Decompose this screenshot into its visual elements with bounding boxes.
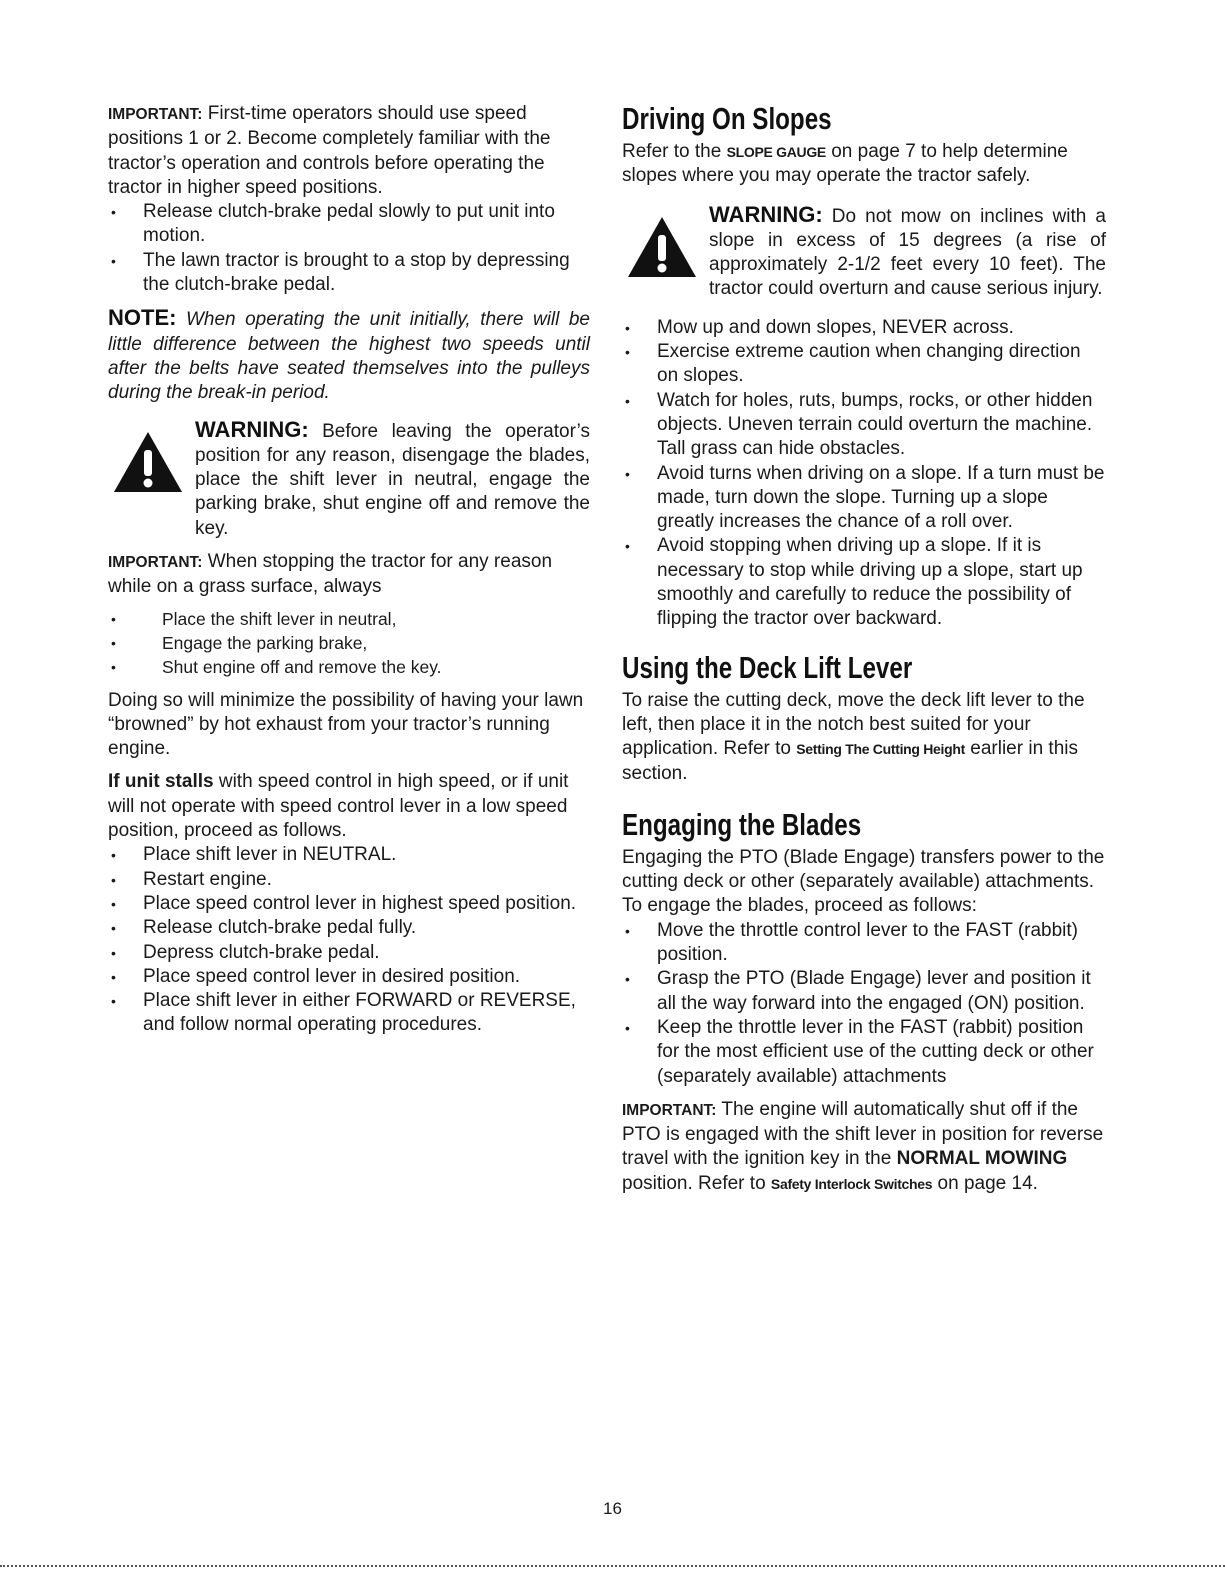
important-text-mid: position. Refer to	[622, 1172, 771, 1194]
list-item: • Keep the throttle lever in the FAST (rabbit) position for the most efficient use of the cutting deck or other (separately available) attachments	[622, 1016, 1106, 1089]
bullet-list-1	[108, 200, 590, 297]
cutting-height-ref: Setting The Cutting Height	[796, 741, 965, 758]
warning-block	[108, 418, 590, 541]
warning-block	[622, 203, 1106, 302]
stalls-label: If unit stalls	[108, 771, 214, 793]
list-item: • Depress clutch-brake pedal.	[108, 941, 590, 965]
slope-gauge-ref: SLOPE GAUGE	[726, 144, 826, 160]
list-item: • The lawn tractor is brought to a stop by depressing the clutch-brake pedal.	[108, 249, 590, 298]
bullet-list-3	[108, 843, 590, 1037]
important-label: IMPORTANT:	[622, 1101, 717, 1119]
blades-paragraph: Engaging the PTO (Blade Engage) transfers power to the cutting deck or other (separately available) attachments. To engage the blades, proceed as follows:	[622, 846, 1105, 917]
deck-text: To raise the cutting deck, move the deck lift lever to the left, then place it in the notch best suited for your application. Refer to	[622, 689, 1085, 760]
heading-engaging-blades: Engaging the Blades	[622, 806, 862, 842]
list-item: • Restart engine.	[108, 868, 590, 892]
list-item: • Place shift lever in NEUTRAL.	[108, 843, 590, 867]
list-item: • Mow up and down slopes, NEVER across.	[622, 316, 1106, 340]
warning-label: WARNING:	[709, 201, 823, 227]
list-item: • Place speed control lever in desired position.	[108, 965, 590, 989]
important-label: IMPORTANT:	[108, 106, 203, 123]
blades-bullet-list	[622, 919, 1106, 1089]
warning-triangle-icon	[112, 430, 184, 494]
slopes-bullet-list	[622, 316, 1106, 632]
heading-driving-on-slopes: Driving On Slopes	[622, 101, 832, 136]
list-item: • Avoid stopping when driving up a slope. If it is necessary to stop while driving up a slope, start up smoothly and carefully to reduce the possibility of flipping the tractor over backward.	[622, 534, 1106, 631]
list-item: • Exercise extreme caution when changing direction on slopes.	[622, 340, 1106, 389]
warning-triangle-icon	[626, 215, 698, 279]
page-number: 16	[603, 1499, 622, 1518]
list-item: • Release clutch-brake pedal slowly to put unit into motion.	[108, 200, 590, 249]
list-item: • Release clutch-brake pedal fully.	[108, 916, 590, 940]
note-label: NOTE:	[108, 305, 177, 331]
right-column	[622, 100, 1106, 1196]
bullet-list-2	[108, 607, 590, 680]
slopes-text: Refer to the	[622, 141, 727, 162]
left-column	[108, 102, 590, 1038]
important-text: When stopping the tractor for any reason while on a grass surface, always	[108, 551, 553, 598]
list-item: • Place speed control lever in highest speed position.	[108, 892, 590, 916]
warning-text: Do not mow on inclines with a slope in excess of 15 degrees (a rise of approximately 2-1/2 feet every 10 feet). The tractor could overturn and cause serious injury.	[709, 205, 1106, 300]
note-text: When operating the unit initially, there will be little difference between the highest two speeds until after the belts have seated themselves into the pulleys during the break-in period.	[108, 309, 590, 404]
list-item: • Engage the parking brake,	[108, 631, 590, 655]
list-item: • Shut engine off and remove the key.	[108, 655, 590, 679]
warning-label: WARNING:	[195, 416, 309, 442]
important-text-end: on page 14.	[932, 1172, 1038, 1194]
normal-mowing-label: NORMAL MOWING	[896, 1148, 1068, 1170]
important-text: The engine will automatically shut off if the PTO is engaged with the shift lever in position for reverse travel with the ignition key in the	[622, 1098, 1104, 1170]
list-item: • Place the shift lever in neutral,	[108, 607, 590, 631]
stalls-text: with speed control in high speed, or if unit will not operate with speed control lever in a low speed position, proceed as follows.	[108, 771, 569, 842]
heading-deck-lift-lever: Using the Deck Lift Lever	[622, 649, 913, 685]
important-paragraph-3	[622, 1098, 1106, 1196]
list-item: • Move the throttle control lever to the FAST (rabbit) position.	[622, 919, 1106, 968]
list-item: • Grasp the PTO (Blade Engage) lever and position it all the way forward into the engaged (ON) position.	[622, 967, 1106, 1016]
note-paragraph	[108, 306, 590, 405]
bottom-divider	[0, 1565, 1225, 1567]
warning-text: Before leaving the operator’s position for any reason, disengage the blades, place the shift lever in neutral, engage the parking brake, shut engine off and remove the key.	[195, 420, 590, 539]
stalls-paragraph	[108, 770, 590, 843]
important-label: IMPORTANT:	[108, 554, 203, 572]
interlock-switches-ref: Safety Interlock Switches	[770, 1175, 933, 1192]
important-text: First-time operators should use speed positions 1 or 2. Become completely familiar with the tractor’s operation and controls before operating the tractor in higher speed positions.	[108, 103, 551, 198]
important-paragraph-1	[108, 102, 590, 200]
important-paragraph-2	[108, 550, 590, 600]
browned-paragraph: Doing so will minimize the possibility of having your lawn “browned” by hot exhaust from your tractor’s running engine.	[108, 689, 584, 760]
list-item: • Watch for holes, ruts, bumps, rocks, or other hidden objects. Uneven terrain could overturn the machine. Tall grass can hide obstacles.	[622, 389, 1106, 462]
list-item: • Avoid turns when driving on a slope. If a turn must be made, turn down the slope. Turning up a slope greatly increases the chance of a roll over.	[622, 462, 1106, 535]
deck-paragraph	[622, 689, 1106, 786]
slopes-text-end: on page 7 to help determine slopes where you may operate the tractor safely.	[622, 141, 1068, 187]
list-item: • Place shift lever in either FORWARD or REVERSE, and follow normal operating procedures.	[108, 989, 590, 1038]
slopes-paragraph	[622, 140, 1106, 189]
deck-text-end: earlier in this section.	[622, 738, 1078, 784]
